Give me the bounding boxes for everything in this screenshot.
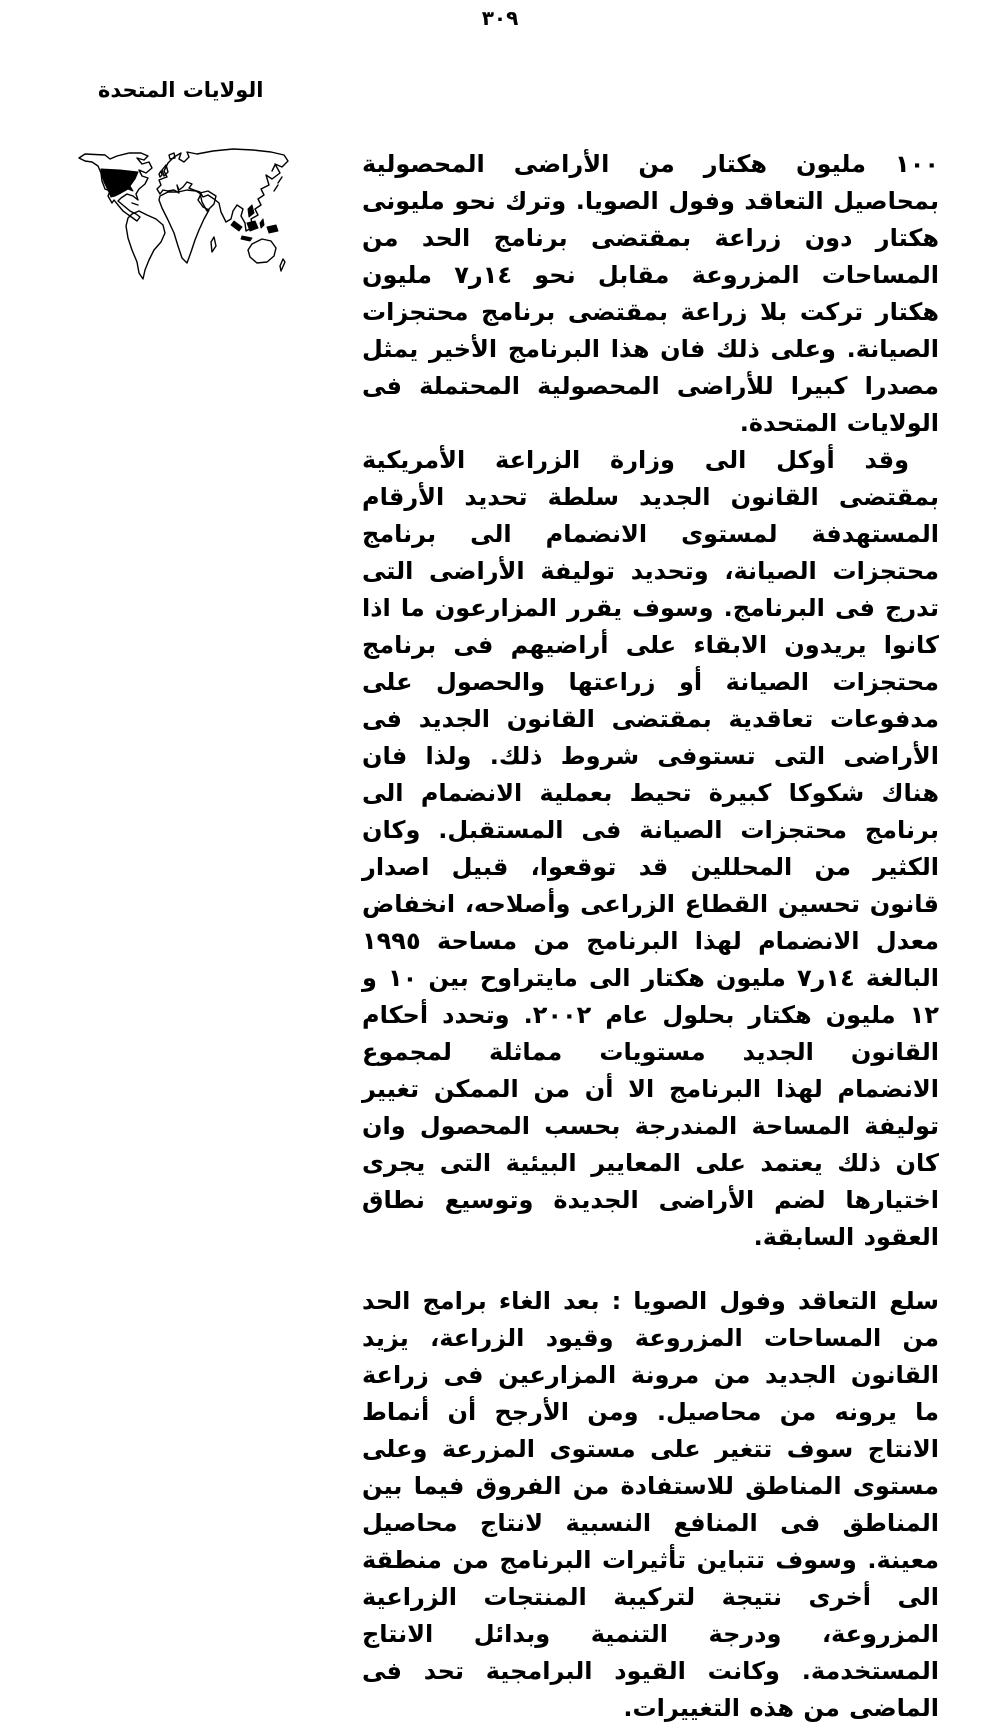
arabia-outline xyxy=(200,191,216,211)
usa-highlighted-region xyxy=(101,169,138,197)
section-body-text: بعد الغاء برامج الحد من المساحات المزروعة وقيود الزراعة، يزيد القانون الجديد من مرونة المزارعين فى زراعة ما يرونه من محاصيل. ومن الأرجح أن أنماط الانتاج سوف تتغير على مستوى المزرعة وعلى مستوى المناطق للاستفادة من الفروق فيما بين المناطق فى المنافع النسبية لانتاج محاصيل معينة. وسوف تتباين تأثيرات البرنامج من منطقة الى أخرى نتيجة لتركيبة المنتجات الزراعية المزروعة، ودرجة التنمية وبدائل الانتاج المستخدمة. وكانت القيود البرامجية تحد فى الماضى من هذه التغييرات. xyxy=(362,1287,939,1722)
sumatra-island xyxy=(231,221,242,231)
paragraph-contract-commodities xyxy=(362,1283,939,1727)
world-map-usa-highlighted-image xyxy=(75,145,305,295)
australia-outline xyxy=(248,239,276,263)
ireland-outline xyxy=(159,171,162,177)
south-america-outline xyxy=(126,211,165,279)
section-heading-separator: : xyxy=(599,1287,634,1315)
eurasia-outline xyxy=(157,149,288,231)
philippines-island xyxy=(248,205,254,217)
paragraph-usda-authority: وقد أوكل الى وزارة الزراعة الأمريكية بمقتضى القانون الجديد سلطة تحديد الأرقام المستهدفة لمستوى الانضمام الى برنامج محتجزات الصيانة، وتحديد توليفة الأراضى التى تدرج فى البرنامج. وسوف يقرر المزارعون ما اذا كانوا يريدون الابقاء على أراضيهم فى برنامج محتجزات الصيانة أو زراعتها والحصول على مدفوعات تعاقدية بمقتضى القانون الجديد فى الأراضى التى تستوفى شروط ذلك. ولذا فان هناك شكوكا كبيرة تحيط بعملية الانضمام الى برنامج محتجزات الصيانة فى المستقبل. وكان الكثير من المحللين قد توقعوا، قبيل اصدار قانون تحسين القطاع الزراعى وأصلاحه، انخفاض معدل الانضمام لهذا البرنامج من مساحة ١٩٩٥ البالغة ١٤ر٧ مليون هكتار الى مايتراوح بين ١٠ و ١٢ مليون هكتار بحلول عام ٢٠٠٢. وتحدد أحكام القانون الجديد مستويات مماثلة لمجموع الانضمام لهذا البرنامج الا أن من الممكن تغيير توليفة المساحة المندرجة بحسب المحصول وان كان ذلك يعتمد على المعايير البيئية التى يجرى اختيارها لضم الأراضى الجديدة وتوسيع نطاق العقود السابقة. xyxy=(362,446,939,1251)
new-guinea-island xyxy=(267,225,278,233)
madagascar-outline xyxy=(211,237,216,252)
body-text-column xyxy=(362,146,939,1727)
sulawesi-island xyxy=(260,219,264,228)
java-island xyxy=(241,236,252,241)
country-heading: الولايات المتحدة xyxy=(98,78,264,102)
new-zealand-outline xyxy=(280,259,285,271)
page-number: ٣٠٩ xyxy=(481,6,519,30)
cuba-dash xyxy=(132,203,138,205)
paragraph-continued-from-previous-page: ١٠٠ مليون هكتار من الأراضى المحصولية بمحاصيل التعاقد وفول الصويا. وترك نحو مليونى هكتار دون زراعة بمقتضى برنامج الحد من المساحات المزروعة مقابل نحو ١٤ر٧ مليون هكتار تركت بلا زراعة بمقتضى برنامج محتجزات الصيانة. وعلى ذلك فان هذا البرنامج الأخير يمثل مصدرا كبيرا للأراضى المحصولية المحتملة فى الولايات المتحدة. xyxy=(362,150,939,437)
section-heading-contract-commodities-and-soybeans: سلع التعاقد وفول الصويا xyxy=(633,1287,940,1315)
